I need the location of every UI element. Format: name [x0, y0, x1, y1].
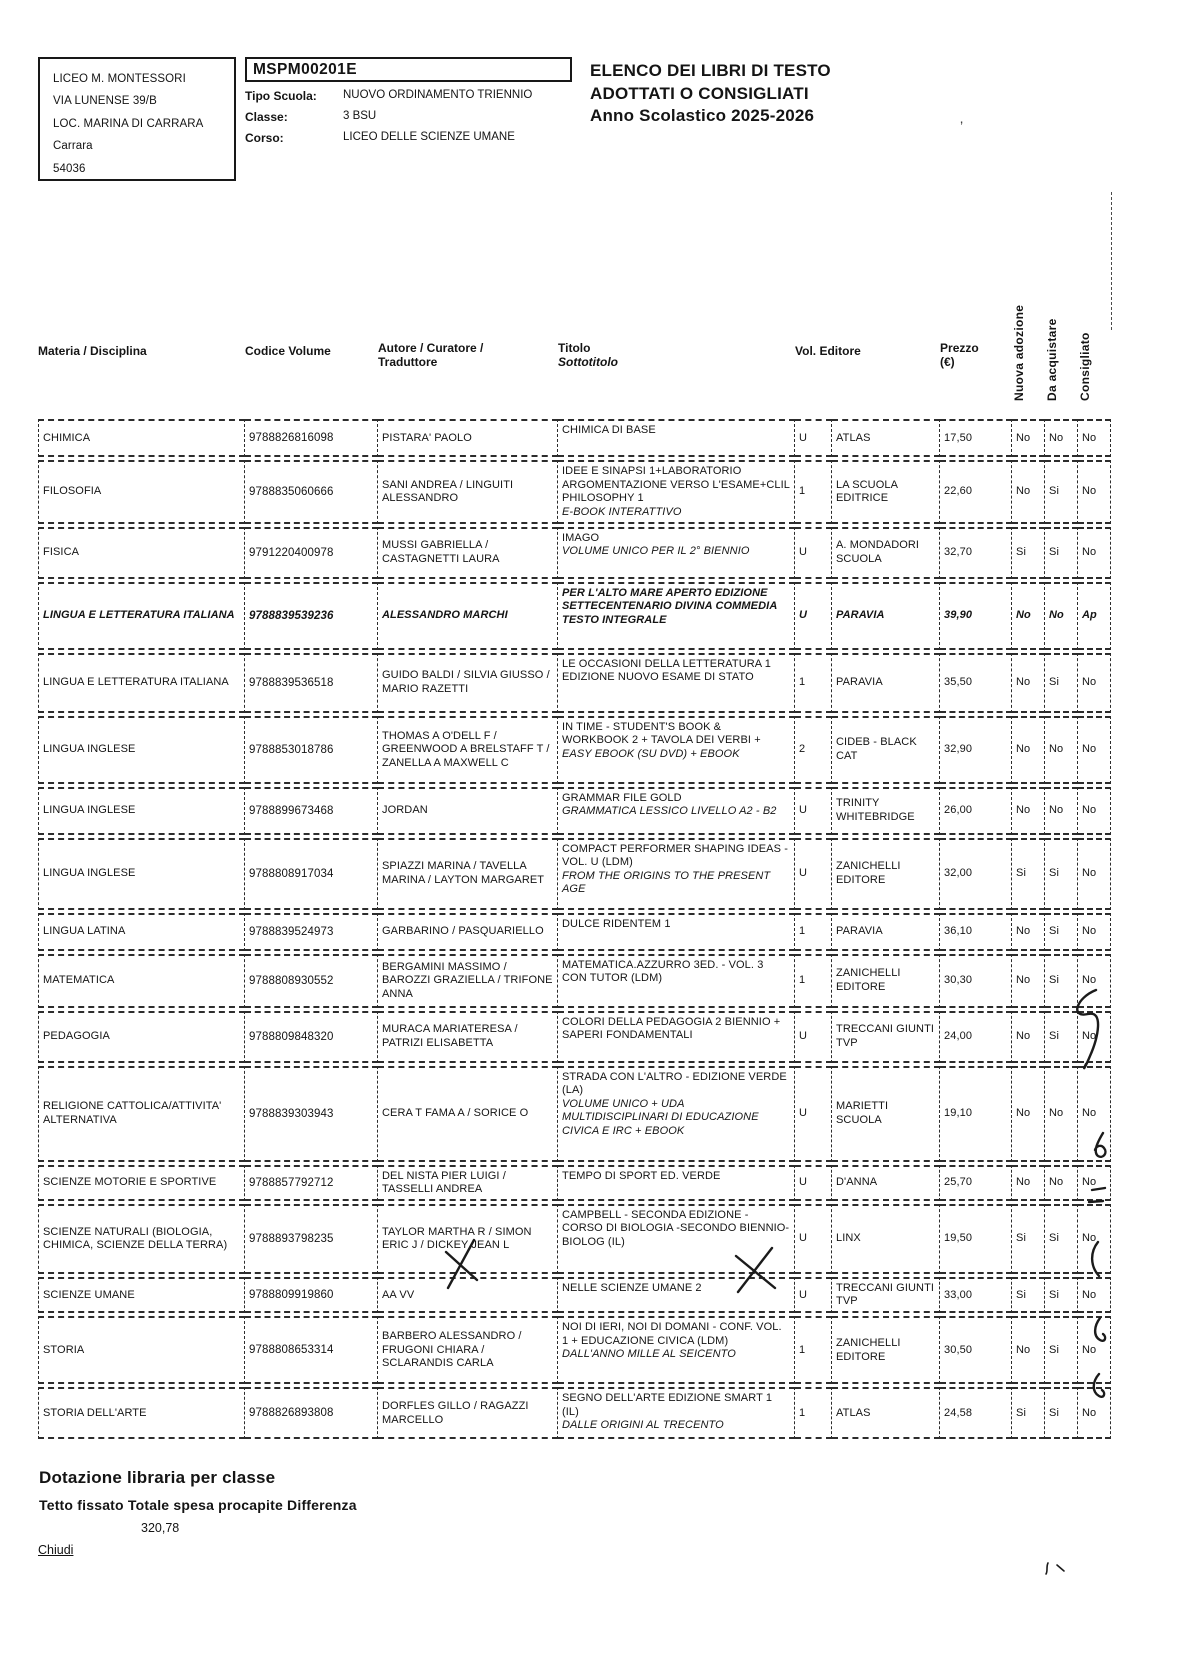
cell-titolo [558, 1011, 795, 1063]
book-title: COLORI DELLA PEDAGOGIA 2 BIENNIO + SAPERI FONDAMENTALI [562, 1015, 781, 1042]
cell-vol: U [795, 838, 832, 910]
cell-autore: BERGAMINI MASSIMO / BAROZZI GRAZIELLA / TRIFONE ANNA [378, 954, 558, 1008]
book-title: IDEE E SINAPSI 1+LABORATORIO ARGOMENTAZIONE VERSO L'ESAME+CLIL PHILOSOPHY 1 [562, 465, 790, 505]
cell-titolo [558, 419, 795, 457]
cell-editore: TRECCANI GIUNTI TVP [832, 1011, 940, 1063]
cell-nuova: No [1012, 582, 1045, 650]
cell-acquistare: No [1045, 716, 1078, 784]
document-title-line1: ELENCO DEI LIBRI DI TESTO [590, 61, 831, 80]
cell-nuova: Si [1012, 1277, 1045, 1313]
book-row [38, 582, 1111, 650]
cell-nuova: No [1012, 1165, 1045, 1201]
school-code-box: MSPM00201E [245, 57, 572, 82]
cell-vol: U [795, 1066, 832, 1162]
cell-materia: CHIMICA [38, 419, 245, 457]
cell-editore: A. MONDADORI SCUOLA [832, 527, 940, 579]
tipo-scuola-value: NUOVO ORDINAMENTO TRIENNIO [343, 89, 533, 101]
book-row [38, 1204, 1111, 1274]
book-title: IN TIME - STUDENT'S BOOK & WORKBOOK 2 + TAVOLA DEI VERBI + [562, 720, 761, 747]
cell-materia: SCIENZE UMANE [38, 1277, 245, 1313]
cell-materia: SCIENZE MOTORIE E SPORTIVE [38, 1165, 245, 1201]
cell-acquistare: Si [1045, 838, 1078, 910]
cell-consigliato: No [1078, 1165, 1111, 1201]
cell-nuova: Si [1012, 1204, 1045, 1274]
cell-consigliato: No [1078, 716, 1111, 784]
cell-materia: LINGUA E LETTERATURA ITALIANA [38, 653, 245, 713]
book-row [38, 419, 1111, 457]
book-row [38, 460, 1111, 524]
textbook-table [38, 250, 1111, 1442]
book-title: TEMPO DI SPORT ED. VERDE [562, 1169, 721, 1182]
cell-consigliato: No [1078, 954, 1111, 1008]
footer-total-value: 320,78 [141, 1521, 180, 1535]
cell-prezzo: 19,50 [940, 1204, 1012, 1274]
cell-editore: ZANICHELLI EDITORE [832, 954, 940, 1008]
cell-titolo [558, 460, 795, 524]
cell-autore: MURACA MARIATERESA / PATRIZI ELISABETTA [378, 1011, 558, 1063]
book-title: LE OCCASIONI DELLA LETTERATURA 1 EDIZIONE NUOVO ESAME DI STATO [562, 657, 772, 684]
cell-editore: D'ANNA [832, 1165, 940, 1201]
cell-titolo [558, 1204, 795, 1274]
cell-autore: CERA T FAMA A / SORICE O [378, 1066, 558, 1162]
cell-vol: 1 [795, 954, 832, 1008]
scan-speck-bottom-right [1046, 1563, 1064, 1574]
cell-codice: 9788893798235 [245, 1204, 378, 1274]
cell-acquistare: Si [1045, 527, 1078, 579]
cell-consigliato: No [1078, 419, 1111, 457]
footer-heading: Dotazione libraria per classe [39, 1468, 276, 1487]
page-margin-dashed-line [1111, 192, 1112, 330]
document-title-line2: ADOTTATI O CONSIGLIATI [590, 83, 809, 103]
cell-codice: 9788899673468 [245, 787, 378, 835]
cell-titolo [558, 1316, 795, 1384]
book-row [38, 716, 1111, 784]
cell-autore: DORFLES GILLO / RAGAZZI MARCELLO [378, 1387, 558, 1439]
book-row [38, 1011, 1111, 1063]
book-row [38, 954, 1111, 1008]
cell-prezzo: 36,10 [940, 913, 1012, 951]
cell-materia: LINGUA INGLESE [38, 787, 245, 835]
cell-acquistare: No [1045, 419, 1078, 457]
cell-editore: PARAVIA [832, 913, 940, 951]
cell-prezzo: 17,50 [940, 419, 1012, 457]
book-row [38, 653, 1111, 713]
book-subtitle: VOLUME UNICO + UDA MULTIDISCIPLINARI DI EDUCAZIONE CIVICA E IRC + EBOOK [562, 1097, 759, 1137]
book-title: NELLE SCIENZE UMANE 2 [562, 1281, 702, 1294]
school-zip: 54036 [53, 162, 86, 175]
header-vol-editore: Vol. Editore [795, 344, 861, 358]
school-location: LOC. MARINA DI CARRARA [53, 117, 204, 130]
cell-prezzo: 32,00 [940, 838, 1012, 910]
cell-titolo [558, 653, 795, 713]
cell-consigliato: No [1078, 460, 1111, 524]
cell-titolo [558, 787, 795, 835]
school-name: LICEO M. MONTESSORI [53, 73, 186, 85]
cell-materia: STORIA DELL'ARTE [38, 1387, 245, 1439]
cell-nuova: Si [1012, 838, 1045, 910]
cell-autore: JORDAN [378, 787, 558, 835]
cell-codice: 9788857792712 [245, 1165, 378, 1201]
cell-codice: 9788808653314 [245, 1316, 378, 1384]
cell-autore: TAYLOR MARTHA R / SIMON ERIC J / DICKEY JEAN L [378, 1204, 558, 1274]
book-row [38, 1165, 1111, 1201]
cell-editore: TRECCANI GIUNTI TVP [832, 1277, 940, 1313]
cell-nuova: No [1012, 954, 1045, 1008]
cell-vol: 1 [795, 653, 832, 713]
header-autore: Autore / Curatore / Traduttore [378, 341, 484, 369]
book-title: SEGNO DELL'ARTE EDIZIONE SMART 1 (IL) [562, 1392, 773, 1418]
cell-materia: LINGUA E LETTERATURA ITALIANA [38, 582, 245, 650]
book-row [38, 1387, 1111, 1439]
cell-nuova: Si [1012, 1387, 1045, 1439]
cell-prezzo: 33,00 [940, 1277, 1012, 1313]
book-row [38, 1316, 1111, 1384]
cell-codice: 9788839303943 [245, 1066, 378, 1162]
cell-codice: 9788839539236 [245, 582, 378, 650]
book-subtitle: VOLUME UNICO PER IL 2° BIENNIO [562, 545, 750, 558]
cell-codice: 9788808917034 [245, 838, 378, 910]
corso-row [245, 131, 580, 145]
cell-consigliato: No [1078, 1387, 1111, 1439]
cell-acquistare: Si [1045, 1316, 1078, 1384]
cell-editore: ATLAS [832, 419, 940, 457]
classe-value: 3 BSU [343, 110, 377, 122]
cell-autore: AA VV [378, 1277, 558, 1313]
cell-editore: MARIETTI SCUOLA [832, 1066, 940, 1162]
cell-consigliato: No [1078, 787, 1111, 835]
school-info-box [38, 57, 236, 181]
header-prezzo: Prezzo (€) [940, 341, 979, 369]
cell-materia: LINGUA INGLESE [38, 838, 245, 910]
document-title-line3: Anno Scolastico 2025-2026 [590, 106, 815, 126]
cell-autore: ALESSANDRO MARCHI [378, 582, 558, 650]
cell-titolo [558, 838, 795, 910]
cell-prezzo: 26,00 [940, 787, 1012, 835]
cell-acquistare: No [1045, 1165, 1078, 1201]
cell-autore: BARBERO ALESSANDRO / FRUGONI CHIARA / SCLARANDIS CARLA [378, 1316, 558, 1384]
cell-prezzo: 24,00 [940, 1011, 1012, 1063]
table-header-row [38, 253, 1111, 416]
cell-consigliato: No [1078, 838, 1111, 910]
cell-consigliato: No [1078, 1011, 1111, 1063]
book-title: PER L'ALTO MARE APERTO EDIZIONE SETTECENTENARIO DIVINA COMMEDIA TESTO INTEGRALE [562, 586, 777, 626]
tipo-scuola-label: Tipo Scuola: [245, 89, 317, 103]
cell-titolo [558, 1387, 795, 1439]
cell-acquistare: Si [1045, 1204, 1078, 1274]
cell-titolo [558, 1165, 795, 1201]
cell-nuova: No [1012, 460, 1045, 524]
cell-titolo [558, 716, 795, 784]
school-city: Carrara [53, 140, 93, 153]
cell-nuova: Si [1012, 527, 1045, 579]
book-subtitle: FROM THE ORIGINS TO THE PRESENT AGE [562, 869, 771, 896]
corso-label: Corso: [245, 131, 284, 145]
cell-consigliato: No [1078, 1066, 1111, 1162]
book-row [38, 1066, 1111, 1162]
cell-vol: U [795, 582, 832, 650]
cell-materia: STORIA [38, 1316, 245, 1384]
cell-consigliato: No [1078, 527, 1111, 579]
cell-nuova: No [1012, 716, 1045, 784]
cell-materia: FILOSOFIA [38, 460, 245, 524]
cell-consigliato: No [1078, 1204, 1111, 1274]
cell-vol: U [795, 527, 832, 579]
cell-codice: 9788853018786 [245, 716, 378, 784]
cell-acquistare: Si [1045, 1387, 1078, 1439]
cell-autore: GUIDO BALDI / SILVIA GIUSSO / MARIO RAZETTI [378, 653, 558, 713]
book-subtitle: GRAMMATICA LESSICO LIVELLO A2 - B2 [562, 805, 777, 818]
cell-vol: 1 [795, 460, 832, 524]
cell-materia: LINGUA LATINA [38, 913, 245, 951]
book-subtitle: DALLE ORIGINI AL TRECENTO [562, 1419, 724, 1432]
cell-nuova: No [1012, 787, 1045, 835]
cell-materia: PEDAGOGIA [38, 1011, 245, 1063]
book-subtitle: DALL'ANNO MILLE AL SEICENTO [562, 1348, 736, 1361]
cell-acquistare: Si [1045, 1277, 1078, 1313]
header-da-acquistare: Da acquistare [1045, 318, 1060, 401]
book-title: CHIMICA DI BASE [562, 424, 656, 436]
classe-label: Classe: [245, 110, 288, 124]
school-address: VIA LUNENSE 39/B [53, 95, 157, 108]
cell-titolo [558, 527, 795, 579]
cell-prezzo: 30,50 [940, 1316, 1012, 1384]
school-form-box [245, 57, 580, 145]
cell-codice: 9788839536518 [245, 653, 378, 713]
cell-consigliato: No [1078, 1277, 1111, 1313]
cell-editore: ZANICHELLI EDITORE [832, 1316, 940, 1384]
cell-prezzo: 35,50 [940, 653, 1012, 713]
cell-autore: SPIAZZI MARINA / TAVELLA MARINA / LAYTON MARGARET [378, 838, 558, 910]
cell-codice: 9788808930552 [245, 954, 378, 1008]
cell-editore: LINX [832, 1204, 940, 1274]
footer-columns-line: Tetto fissato Totale spesa procapite Differenza [39, 1497, 357, 1513]
cell-editore: LA SCUOLA EDITRICE [832, 460, 940, 524]
cell-prezzo: 24,58 [940, 1387, 1012, 1439]
cell-autore: GARBARINO / PASQUARIELLO [378, 913, 558, 951]
tipo-scuola-row [245, 89, 580, 103]
cell-codice: 9788809919860 [245, 1277, 378, 1313]
cell-acquistare: No [1045, 582, 1078, 650]
cell-nuova: No [1012, 1011, 1045, 1063]
cell-materia: RELIGIONE CATTOLICA/ATTIVITA' ALTERNATIVA [38, 1066, 245, 1162]
cell-materia: LINGUA INGLESE [38, 716, 245, 784]
header-consigliato: Consigliato [1078, 332, 1093, 401]
cell-vol: U [795, 1277, 832, 1313]
cell-autore: PISTARA' PAOLO [378, 419, 558, 457]
cell-materia: MATEMATICA [38, 954, 245, 1008]
cell-editore: CIDEB - BLACK CAT [832, 716, 940, 784]
cell-codice: 9788826893808 [245, 1387, 378, 1439]
cell-titolo [558, 1277, 795, 1313]
cell-prezzo: 22,60 [940, 460, 1012, 524]
header-nuova-adozione: Nuova adozione [1012, 304, 1027, 401]
cell-prezzo: 30,30 [940, 954, 1012, 1008]
close-link[interactable]: Chiudi [38, 1543, 74, 1557]
document-title [590, 60, 1010, 128]
book-subtitle: EASY EBOOK (SU DVD) + EBOOK [562, 747, 740, 760]
book-row [38, 838, 1111, 910]
cell-autore: DEL NISTA PIER LUIGI / TASSELLI ANDREA [378, 1165, 558, 1201]
cell-codice: 9788839524973 [245, 913, 378, 951]
cell-nuova: No [1012, 1316, 1045, 1384]
cell-vol: 1 [795, 1316, 832, 1384]
cell-autore: SANI ANDREA / LINGUITI ALESSANDRO [378, 460, 558, 524]
cell-prezzo: 19,10 [940, 1066, 1012, 1162]
cell-materia: FISICA [38, 527, 245, 579]
header-codice: Codice Volume [245, 344, 331, 358]
cell-vol: 1 [795, 913, 832, 951]
cell-vol: U [795, 419, 832, 457]
cell-nuova: No [1012, 653, 1045, 713]
cell-prezzo: 32,70 [940, 527, 1012, 579]
cell-titolo [558, 1066, 795, 1162]
cell-codice: 9791220400978 [245, 527, 378, 579]
cell-editore: PARAVIA [832, 653, 940, 713]
cell-materia: SCIENZE NATURALI (BIOLOGIA, CHIMICA, SCIENZE DELLA TERRA) [38, 1204, 245, 1274]
cell-autore: THOMAS A O'DELL F / GREENWOOD A BRELSTAFF T / ZANELLA A MAXWELL C [378, 716, 558, 784]
cell-acquistare: No [1045, 1066, 1078, 1162]
cell-prezzo: 39,90 [940, 582, 1012, 650]
book-title: MATEMATICA.AZZURRO 3ED. - VOL. 3 CON TUTOR (LDM) [562, 958, 764, 985]
cell-vol: U [795, 1011, 832, 1063]
cell-consigliato: No [1078, 653, 1111, 713]
cell-vol: U [795, 1204, 832, 1274]
cell-vol: U [795, 787, 832, 835]
book-title: DULCE RIDENTEM 1 [562, 917, 671, 930]
cell-titolo [558, 582, 795, 650]
cell-codice: 9788809848320 [245, 1011, 378, 1063]
cell-vol: 2 [795, 716, 832, 784]
cell-editore: TRINITY WHITEBRIDGE [832, 787, 940, 835]
cell-nuova: No [1012, 419, 1045, 457]
book-title: CAMPBELL - SECONDA EDIZIONE - CORSO DI BIOLOGIA -SECONDO BIENNIO- BIOLOG (IL) [562, 1208, 790, 1248]
cell-codice: 9788835060666 [245, 460, 378, 524]
cell-acquistare: Si [1045, 1011, 1078, 1063]
cell-titolo [558, 913, 795, 951]
cell-prezzo: 32,90 [940, 716, 1012, 784]
cell-consigliato: No [1078, 1316, 1111, 1384]
header-materia: Materia / Disciplina [38, 344, 147, 358]
header-titolo: Titolo Sottotitolo [558, 341, 618, 369]
cell-acquistare: Si [1045, 653, 1078, 713]
cell-prezzo: 25,70 [940, 1165, 1012, 1201]
book-title: IMAGO [562, 531, 600, 544]
cell-nuova: No [1012, 1066, 1045, 1162]
cell-editore: ATLAS [832, 1387, 940, 1439]
book-title: STRADA CON L'ALTRO - EDIZIONE VERDE (LA) [562, 1070, 787, 1097]
cell-acquistare: Si [1045, 954, 1078, 1008]
cell-vol: 1 [795, 1387, 832, 1439]
cell-codice: 9788826816098 [245, 419, 378, 457]
cell-acquistare: Si [1045, 460, 1078, 524]
cell-nuova: No [1012, 913, 1045, 951]
book-row [38, 1277, 1111, 1313]
book-row [38, 527, 1111, 579]
classe-row [245, 110, 580, 124]
book-title: COMPACT PERFORMER SHAPING IDEAS - VOL. U (LDM) [562, 842, 788, 869]
book-row [38, 787, 1111, 835]
corso-value: LICEO DELLE SCIENZE UMANE [343, 131, 515, 143]
book-subtitle: E-BOOK INTERATTIVO [562, 505, 682, 518]
cell-consigliato: No [1078, 913, 1111, 951]
book-title: NOI DI IERI, NOI DI DOMANI - CONF. VOL. 1 + EDUCAZIONE CIVICA (LDM) [562, 1321, 782, 1347]
book-title: GRAMMAR FILE GOLD [562, 791, 682, 804]
cell-editore: ZANICHELLI EDITORE [832, 838, 940, 910]
cell-consigliato: Ap [1078, 582, 1111, 650]
cell-acquistare: Si [1045, 913, 1078, 951]
cell-vol: U [795, 1165, 832, 1201]
book-row [38, 913, 1111, 951]
cell-autore: MUSSI GABRIELLA / CASTAGNETTI LAURA [378, 527, 558, 579]
scan-artifact-speck: ’ [960, 118, 964, 134]
cell-titolo [558, 954, 795, 1008]
cell-acquistare: No [1045, 787, 1078, 835]
cell-editore: PARAVIA [832, 582, 940, 650]
